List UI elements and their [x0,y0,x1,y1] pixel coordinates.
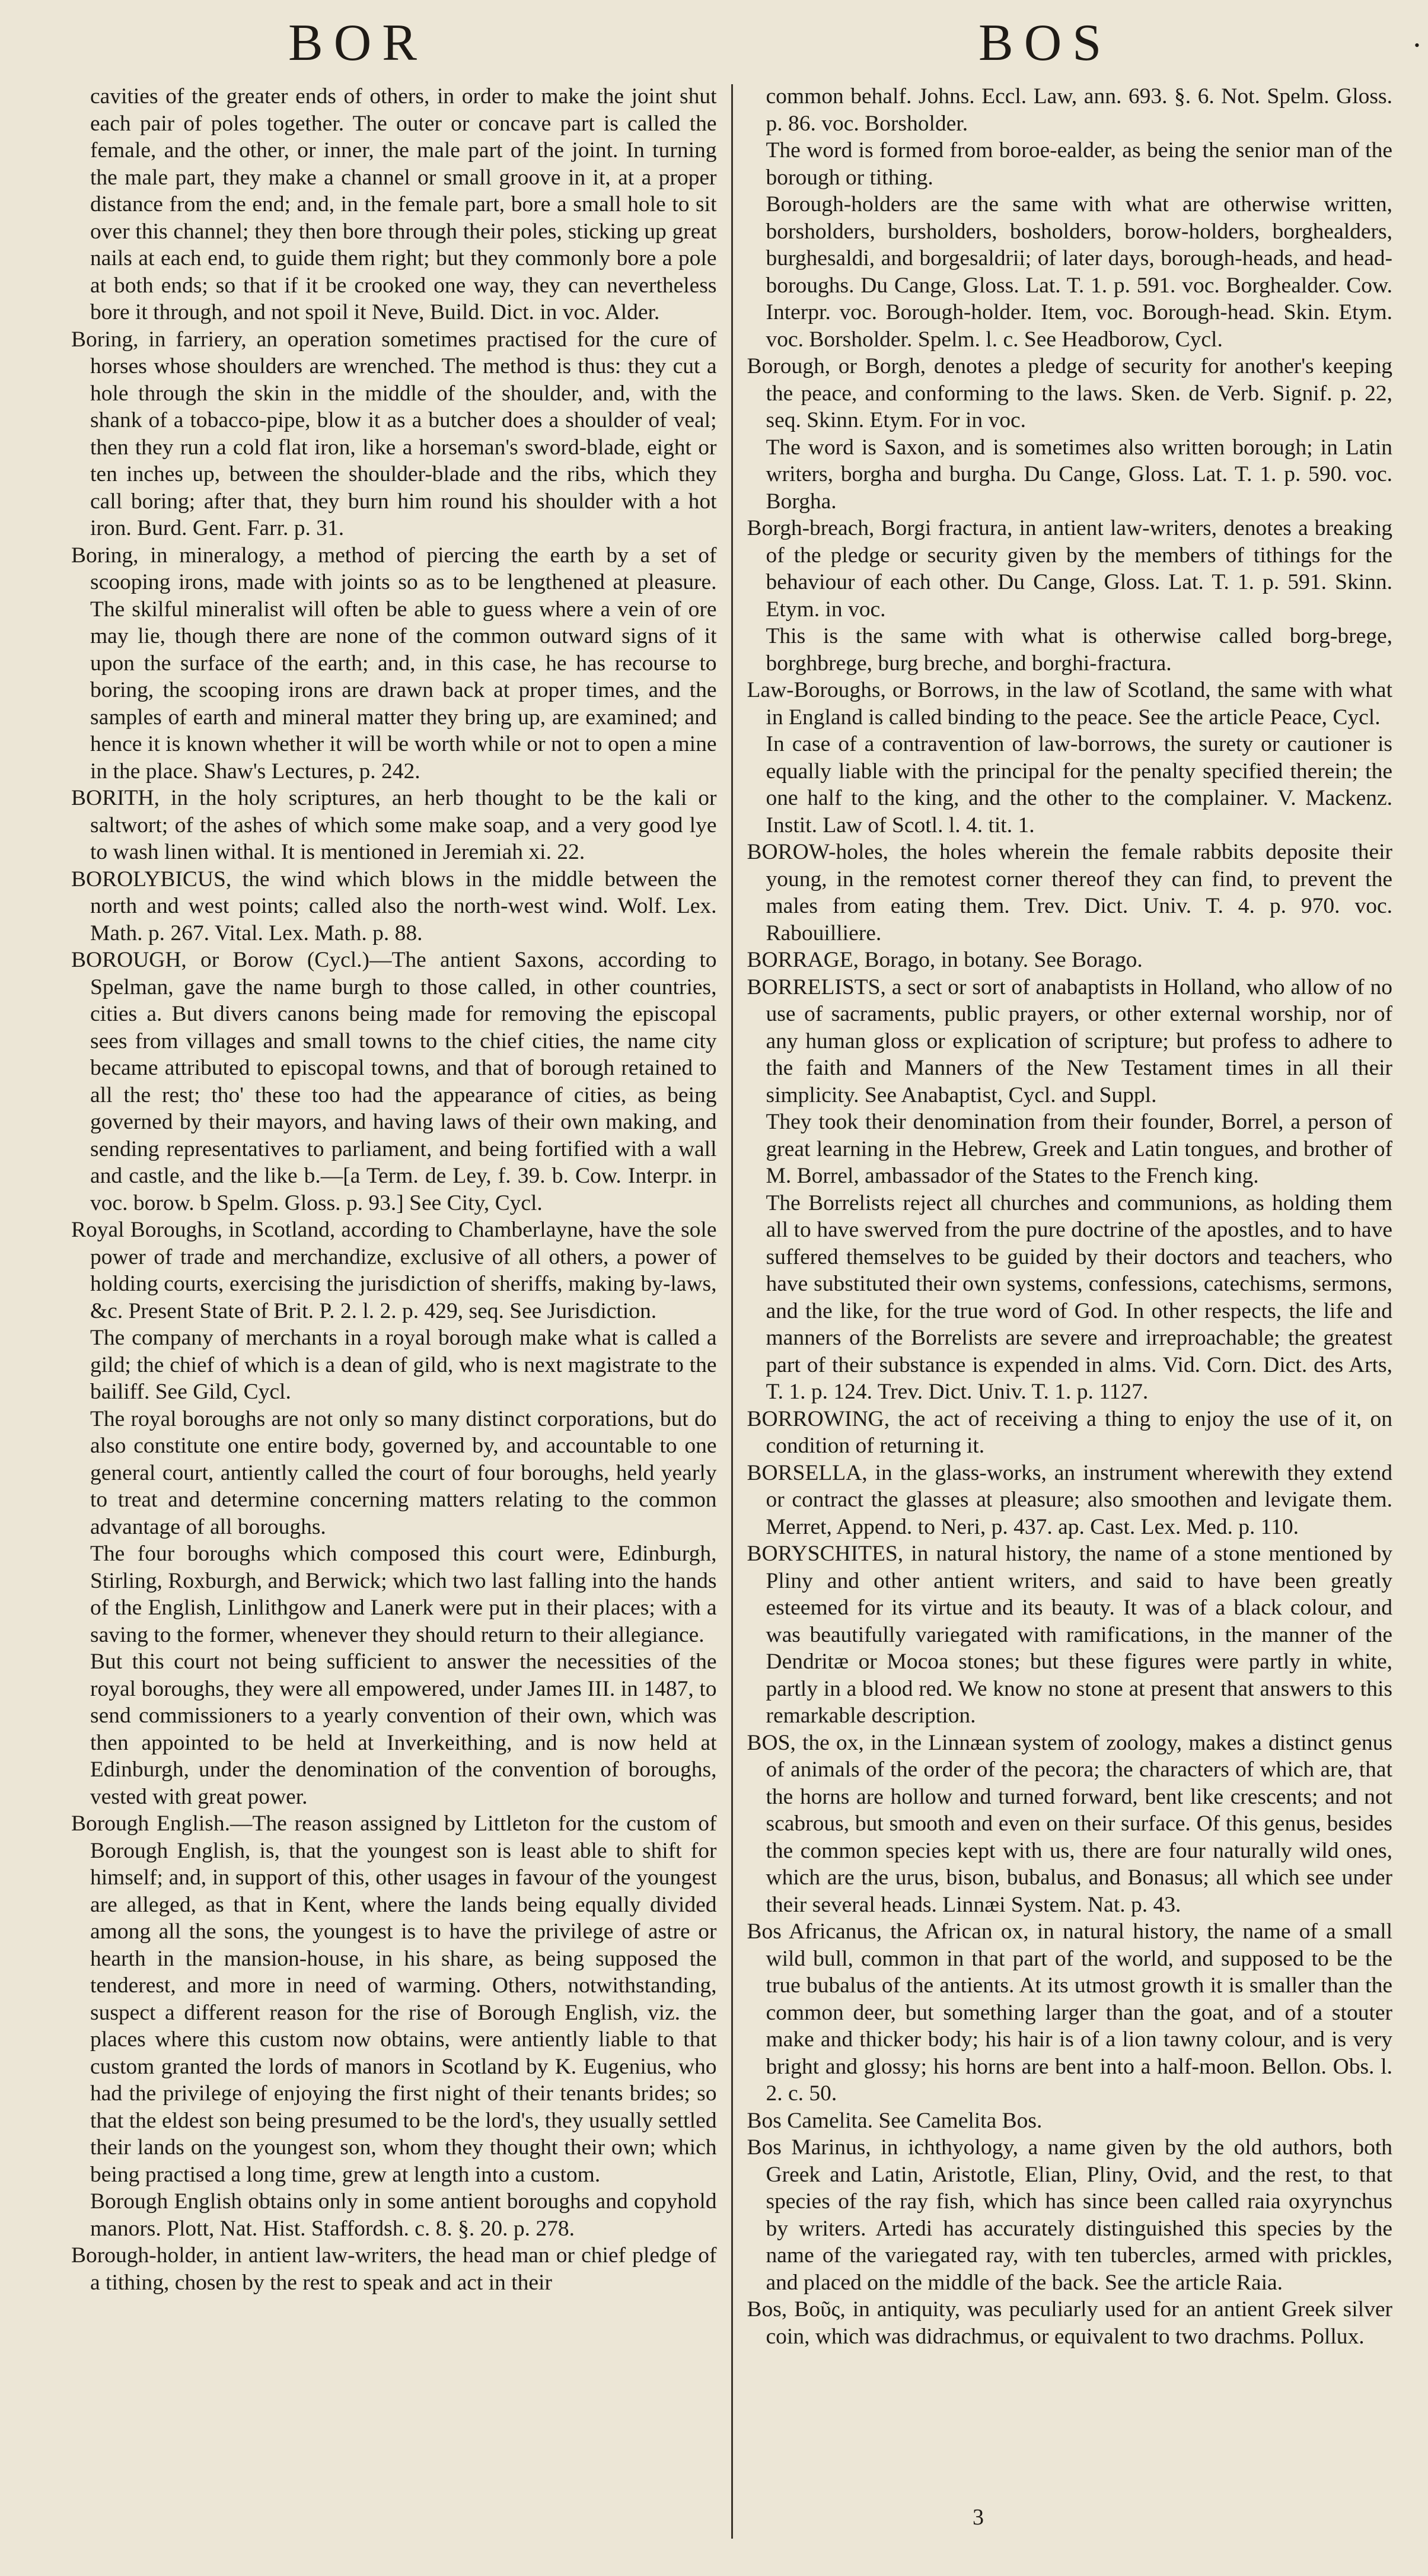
entry-text: This is the same with what is otherwise called borg-brege, borghbrege, burg breche, and borghi-fractura. [766,624,1392,676]
corner-dot-icon: • [1414,37,1420,54]
page-number: 3 [973,2505,984,2530]
entry-text: common behalf. Johns. Eccl. Law, ann. 693. §. 6. Not. Spelm. Gloss. p. 86. voc. Borsholder. [766,84,1392,136]
entry-paragraph [71,1324,717,1406]
entry-paragraph [747,1109,1393,1190]
entry-headword: Law-Boroughs, [747,678,886,702]
entry-headword: BORRELISTS, [747,975,886,999]
dictionary-entry [71,542,717,785]
right-column [733,83,1393,2539]
entry-headword: BORITH, [71,786,160,810]
dictionary-entry [747,1918,1393,2107]
entry-headword: Borough-holder, [71,2243,218,2268]
entry-text: in farriery, an operation sometimes practised for the cure of horses whose shoulders are wrenched. The method is thus: they cut a hole through the skin in the middle of the shoulder, and, with the shank of a tobacco-pipe, blow it as a butcher does a shoulder of veal; then they run a cold flat iron, like a horseman's sword-blade, eight or ten inches up, between the shoulder-blade and the ribs, which they call boring; after that, they burn him round his shoulder with a hot iron. Burd. Gent. Farr. p. 31. [90,327,717,540]
entry-text: See Camelita Bos. [872,2108,1043,2133]
entry-paragraph [747,731,1393,839]
entry-text: But this court not being sufficient to answer the necessities of the royal boroughs, they were all empowered, under James III. in 1487, to send commissioners to a yearly convention of their own, which was then appointed to be held at Inverkeithing, and is now held at Edinburgh, under the denomination of the convention of boroughs, vested with great power. [90,1650,717,1809]
entry-text: Borago, in botany. See Borago. [859,948,1143,972]
entry-text: The word is Saxon, and is sometimes also written borough; in Latin writers, borgha and burgha. Du Cange, Gloss. Lat. T. 1. p. 590. voc. Borgha. [766,435,1392,514]
running-head-right: BOS [978,14,1113,72]
entry-paragraph [747,83,1393,137]
dictionary-entry [747,677,1393,731]
dictionary-entry [747,1460,1393,1541]
dictionary-entry [71,947,717,1217]
left-column [42,83,731,2539]
entry-paragraph [747,623,1393,677]
dictionary-entry [71,785,717,866]
entry-paragraph [71,2188,717,2242]
entry-text: or Borow (Cycl.)—The antient Saxons, according to Spelman, gave the name burgh to those called, in other countries, cities a. But divers canons being made for removing the episcopal sees from villages and small towns to the chief cities, the name city became attributed to episcopal towns, and that of borough retained to all the rest; tho' these too had the appearance of cities, as being governed by their mayors, and having laws of their own making, and sending representatives to parliament, and being fortified with a wall and castle, and the like b.—[a Term. de Ley, f. 39. b. Cow. Interpr. in voc. borow. b Spelm. Gloss. p. 93.] See City, Cycl. [90,948,717,1215]
entry-text: in the glass-works, an instrument wherewith they extend or contract the glasses at pleasure; also smoothen and levigate them. Merret, Append. to Neri, p. 437. ap. Cast. Lex. Med. p. 110. [766,1460,1392,1539]
dictionary-entry [747,1406,1393,1460]
dictionary-entry [747,947,1393,974]
entry-headword: BOROUGH, [71,948,187,972]
entry-text: The four boroughs which composed this court were, Edinburgh, Stirling, Roxburgh, and Berwick; which two last falling into the hands of the English, Linlithgow and Lanerk were put in their places; with a saving to the former, whenever they should return to their allegiance. [90,1542,717,1647]
entry-text: in mineralogy, a method of piercing the earth by a set of scooping irons, made with joints so as to be lengthened at pleasure. The skilful mineralist will often be able to guess where a vein of ore may lie, though there are none of the common outward signs of it upon the surface of the earth; and, in this case, he has recourse to boring, the scooping irons are drawn back at proper times, and the samples of earth and mineral matter they bring up, are examined; and hence it is known whether it will be worth while or not to open a mine in the place. Shaw's Lectures, p. 242. [90,543,717,784]
running-head-left: BOR [288,14,428,72]
dictionary-entry [71,326,717,542]
entry-headword: BOROLYBICUS, [71,867,232,891]
entry-headword: BOROW-holes, [747,840,889,864]
entry-headword: Bos Africanus, [747,1919,882,1944]
entry-headword: BORSELLA, [747,1460,868,1485]
dictionary-entry [747,353,1393,434]
entry-paragraph [747,191,1393,353]
entry-headword: Borough, [747,354,831,378]
entry-headword: BORYSCHITES, [747,1542,904,1566]
dictionary-entry [747,2296,1393,2350]
entry-headword: Borgh-breach, [747,516,875,540]
entry-paragraph [747,1190,1393,1406]
entry-headword: BORROWING, [747,1406,890,1431]
dictionary-entry [71,1217,717,1324]
dictionary-entry [747,974,1393,1109]
entry-headword: Royal Boroughs, [71,1218,223,1242]
entry-headword: BORRAGE, [747,948,859,972]
entry-text: the wind which blows in the middle between the north and west points; called also the north-west wind. Wolf. Lex. Math. p. 267. Vital. Lex. Math. p. 88. [90,867,717,945]
entry-paragraph [71,1540,717,1648]
entry-text: In case of a contravention of law-borrows, the surety or cautioner is equally liable with the principal for the penalty specified therein; the one half to the king, and the other to the complainer. V. Mackenz. Instit. Law of Scotl. l. 4. tit. 1. [766,732,1392,838]
entry-text: They took their denomination from their founder, Borrel, a person of great learning in the Hebrew, Greek and Latin tongues, and brother of M. Borrel, ambassador of the States to the French king. [766,1110,1392,1188]
entry-text: in antient law-writers, the head man or chief pledge of a tithing, chosen by the rest to speak and act in their [90,2243,717,2295]
entry-text: cavities of the greater ends of others, in order to make the joint shut each pair of poles together. The outer or concave part is called the female, and the other, or inner, the male part of the joint. In turning the male part, they make a channel or small groove in it, at a proper distance from the end; and, in the female part, bore a small hole to sit over this channel; they then bore through their poles, sticking up great nails at each end, to guide them right; but they commonly bore a pole at both ends; so that if it be crooked one way, they can nevertheless bore it through, and not spoil it Neve, Build. Dict. in voc. Alder. [90,84,717,324]
text-columns [42,83,1392,2539]
entry-text: or Borgh, denotes a pledge of security for another's keeping the peace, and conforming to the laws. Sken. de Verb. Signif. p. 22, seq. Skinn. Etym. For in voc. [766,354,1392,432]
entry-text: Borough English obtains only in some antient boroughs and copyhold manors. Plott, Nat. Hist. Staffordsh. c. 8. §. 20. p. 278. [90,2189,717,2241]
entry-text: Βοῦς, in antiquity, was peculiarly used for an antient Greek silver coin, which was didrachmus, or equivalent to two drachms. Pollux. [766,2297,1392,2349]
entry-headword: Bos, [747,2297,788,2322]
entry-text: in natural history, the name of a stone mentioned by Pliny and other antient writers, and said to have been greatly esteemed for its virtue and its beauty. It was of a black colour, and was beautifully variegated with ramifications, in the manner of the Dendritæ or Mocoa stones; but these figures were partly in white, partly in a blood red. We know no stone at present that answers to this remarkable description. [766,1542,1392,1728]
entry-headword: Boring, [71,543,139,568]
entry-headword: Borough English. [71,1811,230,1836]
entry-headword: Bos Camelita. [747,2108,873,2133]
entry-text: The Borrelists reject all churches and communions, as holding them all to have swerved from the pure doctrine of the apostles, and to have suffered themselves to be guided by their doctors and teachers, who have substituted their own systems, confessions, catechisms, sermons, and the like, for the true word of God. In other respects, the life and manners of the Borrelists are severe and irreproachable; the greatest part of their substance is expended in alms. Vid. Corn. Dict. des Arts, T. 1. p. 124. Trev. Dict. Univ. T. 1. p. 1127. [766,1190,1392,1404]
dictionary-entry [747,1730,1393,1919]
entry-text: Borough-holders are the same with what are otherwise written, borsholders, bursholders, bosholders, borow-holders, borghealders, burghesaldi, and borgesaldrii; of later days, borough-heads, and head-boroughs. Du Cange, Gloss. Lat. T. 1. p. 591. voc. Borghealder. Cow. Interpr. voc. Borough-holder. Item, voc. Borough-head. Skin. Etym. voc. Borsholder. Spelm. l. c. See Headborow, Cycl. [766,192,1392,352]
entry-text: Borgi fractura, in antient law-writers, denotes a breaking of the pledge or security given by the members of tithings for the behaviour of each other. Du Cange, Gloss. Lat. T. 1. p. 591. Skinn. Etym. in voc. [766,516,1392,622]
entry-paragraph [71,83,717,326]
entry-text: The royal boroughs are not only so many distinct corporations, but do also constitute one entire body, governed by, and accountable to one general court, antiently called the court of four boroughs, held yearly to treat and determine concerning matters relating to the common advantage of all boroughs. [90,1406,717,1539]
entry-headword: BOS, [747,1730,796,1755]
entry-headword: Boring, [71,327,139,352]
entry-text: the ox, in the Linnæan system of zoology, makes a distinct genus of animals of the order of the pecora; the characters of which are, that the horns are hollow and turned forward, bent like crescents; and not scabrous, but smooth and even on their surface. Of this genus, besides the common species kept with us, there are four naturally wild ones, which are the urus, bison, bubalus, and Bonasus; all which see under their several heads. Linnæi System. Nat. p. 43. [766,1730,1392,1917]
entry-text: —The reason assigned by Littleton for the custom of Borough English, is, that the youngest son is least able to shift for himself; and, in support of this, other usages in favour of the youngest are alleged, as that in Kent, where the lands being equally divided among all the sons, the youngest is to have the privilege of astre or hearth in the mansion-house, in his share, as being supposed the tenderest, and more in need of warming. Others, notwithstanding, suspect a different reason for the rise of Borough English, viz. the places where this custom now obtains, were antiently liable to that custom granted the lords of manors in Scotland by K. Eugenius, who had the privilege of enjoying the first night of their tenants brides; so that the eldest son being presumed to be the lord's, they usually settled their lands on the youngest son, whom they thought their own; which being practised a long time, grew at length into a custom. [90,1811,717,2187]
dictionary-entry [71,2242,717,2296]
entry-headword: Bos Marinus, [747,2135,871,2160]
dictionary-entry [747,515,1393,623]
entry-paragraph [71,1406,717,1541]
entry-text: in ichthyology, a name given by the old authors, both Greek and Latin, Aristotle, Elian, Pliny, Ovid, and the rest, to that species of the ray fish, which has since been called raia oxyrynchus by writers. Artedi has accurately distinguished this species by the name of the variegated ray, with ten tubercles, armed with prickles, and placed on the middle of the back. See the article Raia. [766,2135,1392,2295]
page-header [0,11,1428,76]
dictionary-entry [747,839,1393,947]
dictionary-entry [71,1810,717,2188]
entry-text: The company of merchants in a royal borough make what is called a gild; the chief of which is a dean of gild, who is next magistrate to the bailiff. See Gild, Cycl. [90,1326,717,1404]
dictionary-entry [747,1540,1393,1730]
entry-text: or Borrows, in the law of Scotland, the same with what in England is called binding to the peace. See the article Peace, Cycl. [766,678,1392,730]
entry-text: the act of receiving a thing to enjoy the use of it, on condition of returning it. [766,1406,1392,1458]
entry-text: the African ox, in natural history, the name of a small wild bull, common in that part of the world, and supposed to be the true bubalus of the antients. At its utmost growth it is smaller than the common deer, but something larger than the goat, and of a stouter make and thicker body; his hair is of a lion tawny colour, and is very bright and glossy; his horns are bent into a half-moon. Bellon. Obs. l. 2. c. 50. [766,1919,1392,2106]
dictionary-entry [71,866,717,947]
entry-text: The word is formed from boroe-ealder, as being the senior man of the borough or tithing. [766,138,1392,190]
entry-paragraph [747,137,1393,191]
dictionary-entry [747,2107,1393,2135]
entry-text: in the holy scriptures, an herb thought to be the kali or saltwort; of the ashes of which some make soap, and a very good lye to wash linen withal. It is mentioned in Jeremiah xi. 22. [90,786,717,864]
entry-paragraph [747,434,1393,515]
dictionary-entry [747,2134,1393,2296]
entry-text: in Scotland, according to Chamberlayne, have the sole power of trade and merchandize, exclusive of all others, a power of holding courts, exercising the jurisdiction of sheriffs, making by-laws, &c. Present State of Brit. P. 2. l. 2. p. 429, seq. See Jurisdiction. [90,1218,717,1323]
entry-text: a sect or sort of anabaptists in Holland, who allow of no use of sacraments, public prayers, or other external worship, nor of any human gloss or explication of scripture; but profess to adhere to the faith and Manners of the New Testament times in all their simplicity. See Anabaptist, Cycl. and Suppl. [766,975,1392,1107]
entry-paragraph [71,1648,717,1810]
entry-text: the holes wherein the female rabbits deposite their young, in the remotest corner thereof they can find, to prevent the males from eating them. Trev. Dict. Univ. T. 4. p. 970. voc. Rabouilliere. [766,840,1392,945]
